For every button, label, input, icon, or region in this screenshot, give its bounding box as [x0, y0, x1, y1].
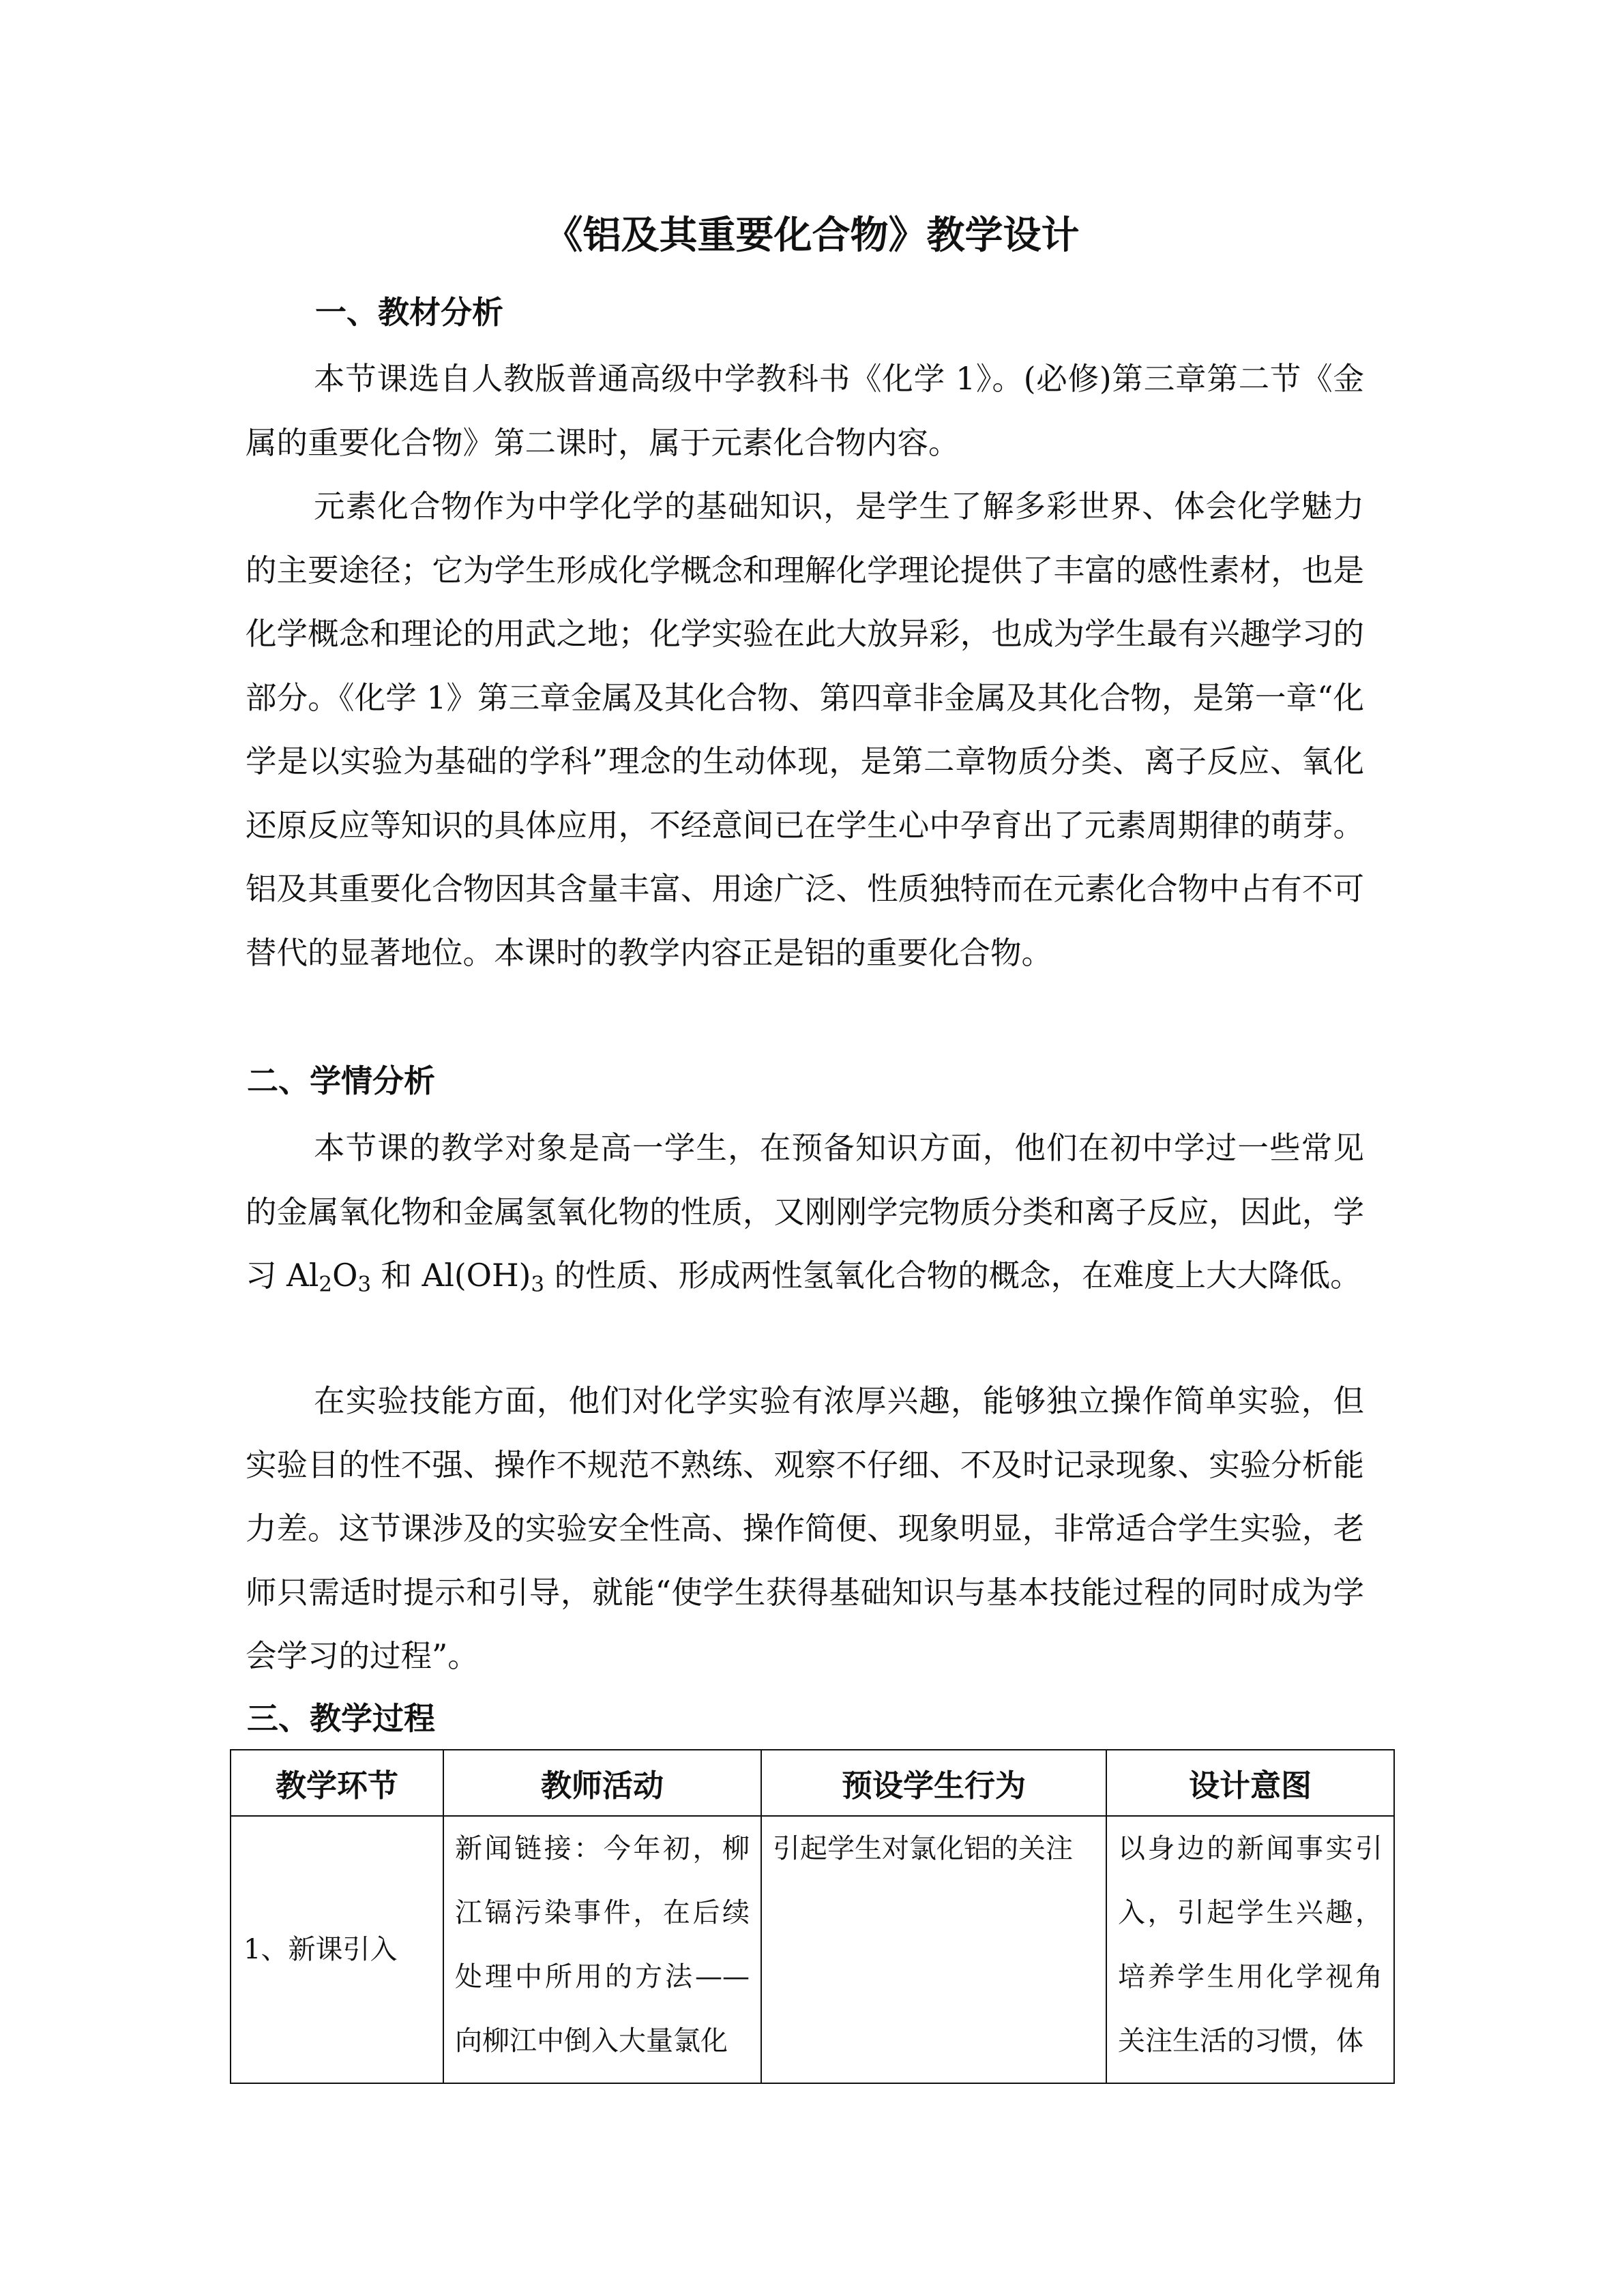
- table-row: [231, 1816, 1394, 2083]
- teaching-process-table: [230, 1749, 1395, 2084]
- section-heading-materials: 一、教材分析: [315, 294, 503, 331]
- column-header-stage: 教学环节: [231, 1750, 443, 1816]
- column-header-intent: 设计意图: [1106, 1750, 1394, 1816]
- cell-design-intent: 以身边的新闻事实引入，引起学生兴趣，培养学生用化学视角关注生活的习惯，体: [1106, 1816, 1394, 2083]
- cell-teacher-activity: 新闻链接：今年初，柳江镉污染事件，在后续处理中所用的方法——向柳江中倒入大量氯化: [443, 1816, 761, 2083]
- students-paragraph-1: 本节课的教学对象是高一学生，在预备知识方面，他们在初中学过一些常见的金属氧化物和金属氢氧化物的性质，又刚刚学完物质分类和离子反应，因此，学习 $Al_2O_3$ 和 $Al(OH)_3$ 的性质、形成两性氢氧化合物的概念，在难度上大大降低。: [246, 1130, 1364, 1297]
- formula-al2o3: $Al_2O_3$: [286, 1257, 372, 1297]
- column-header-student: 预设学生行为: [761, 1750, 1106, 1816]
- materials-paragraph-1: 本节课选自人教版普通高级中学教科书《化学 1》。(必修)第三章第二节《金属的重要化合物》第二课时，属于元素化合物内容。: [246, 361, 1364, 461]
- cell-stage: 1、新课引入: [231, 1816, 443, 2083]
- students-paragraph-2: 在实验技能方面，他们对化学实验有浓厚兴趣，能够独立操作简单实验，但实验目的性不强、操作不规范不熟练、观察不仔细、不及时记录现象、实验分析能力差。这节课涉及的实验安全性高、操作简便、现象明显，非常适合学生实验，老师只需适时提示和引导，就能“使学生获得基础知识与基本技能过程的同时成为学会学习的过程”。: [246, 1383, 1364, 1674]
- formula-aloh3: $Al(OH)_3$: [422, 1257, 545, 1297]
- cell-student-behavior: 引起学生对氯化铝的关注: [761, 1816, 1106, 2083]
- document-title: 《铝及其重要化合物》教学设计: [544, 213, 1080, 258]
- materials-paragraph-2: 元素化合物作为中学化学的基础知识，是学生了解多彩世界、体会化学魅力的主要途径；它为学生形成化学概念和理解化学理论提供了丰富的感性素材，也是化学概念和理论的用武之地；化学实验在此大放异彩，也成为学生最有兴趣学习的部分。《化学 1》第三章金属及其化合物、第四章非金属及其化合物，是第一章“化学是以实验为基础的学科”理念的生动体现，是第二章物质分类、离子反应、氧化还原反应等知识的具体应用，不经意间已在学生心中孕育出了元素周期律的萌芽。铝及其重要化合物因其含量丰富、用途广泛、性质独特而在元素化合物中占有不可替代的显著地位。本课时的教学内容正是铝的重要化合物。: [246, 488, 1364, 971]
- section-heading-students: 二、学情分析: [247, 1062, 435, 1099]
- column-header-teacher: 教师活动: [443, 1750, 761, 1816]
- section-heading-process: 三、教学过程: [247, 1700, 435, 1737]
- table-header-row: [231, 1750, 1394, 1816]
